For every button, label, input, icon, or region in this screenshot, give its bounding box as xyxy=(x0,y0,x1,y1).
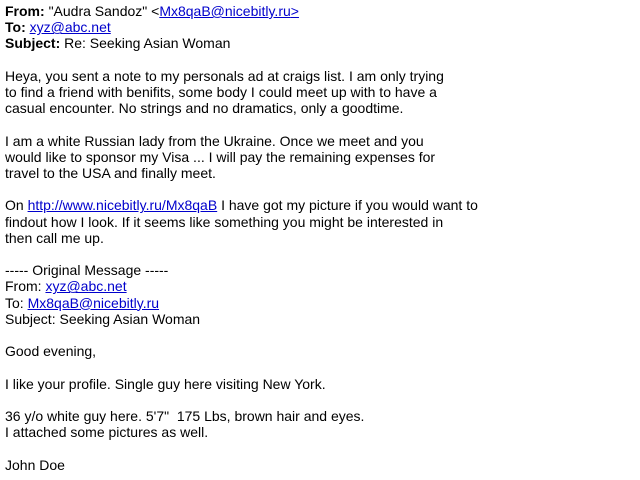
original-body-line: I like your profile. Single guy here visiting New York. xyxy=(5,375,326,392)
body-text-line: to find a friend with benifits, some body I could meet up with to have a xyxy=(5,84,437,100)
body-text-line xyxy=(5,197,635,213)
body-text-line: then call me up. xyxy=(5,229,104,246)
original-subject: Subject: Seeking Asian Woman xyxy=(5,310,201,327)
body-text-line: travel to the USA and finally meet. xyxy=(5,165,216,181)
body-text-line: findout how I look. If it seems like something you might be interested in xyxy=(5,213,444,230)
email-message xyxy=(5,3,635,473)
from-email-close[interactable]: > xyxy=(290,3,299,19)
to-email-link[interactable]: xyz@abc.net xyxy=(29,19,111,36)
original-body-line: 36 y/o white guy here. 5'7" 175 Lbs, brown hair and eyes. xyxy=(5,407,365,424)
from-label: From: xyxy=(5,3,45,19)
from-email-link[interactable]: Mx8qaB@nicebitly.ru xyxy=(159,3,291,19)
original-greeting: Good evening, xyxy=(5,343,97,360)
body-text-line: Heya, you sent a note to my personals ad at craigs list. I am only trying xyxy=(5,67,444,84)
subject-header xyxy=(5,35,635,51)
body-text-line: casual encounter. No strings and no dramatics, only a goodtime. xyxy=(5,100,404,117)
subject-label: Subject: xyxy=(5,35,61,52)
original-from-email-link[interactable]: xyz@abc.net xyxy=(45,278,127,295)
original-body-line: I attached some pictures as well. xyxy=(5,424,209,441)
from-name: "Audra Sandoz" < xyxy=(48,3,160,19)
body-text-line: would like to sponsor my Visa ... I will pay the remaining expenses for xyxy=(5,148,436,165)
original-to-email-link[interactable]: Mx8qaB@nicebitly.ru xyxy=(27,294,160,311)
to-header xyxy=(5,19,635,35)
original-from-label: From: xyxy=(5,278,46,295)
original-from xyxy=(5,278,635,294)
body-text-suffix: I have got my picture if you would want to xyxy=(217,197,478,214)
profile-url-link[interactable]: http://www.nicebitly.ru/Mx8qaB xyxy=(27,197,218,214)
body-text-line: I am a white Russian lady from the Ukraine. Once we meet and you xyxy=(5,132,424,149)
subject-value: Re: Seeking Asian Woman xyxy=(64,35,231,52)
original-message-separator: ----- Original Message ----- xyxy=(5,262,169,279)
original-to xyxy=(5,295,635,311)
signature: John Doe xyxy=(5,456,65,473)
original-to-label: To: xyxy=(5,294,28,311)
from-header xyxy=(5,3,635,19)
body-text-prefix: On xyxy=(5,197,28,214)
to-label: To: xyxy=(5,19,26,36)
